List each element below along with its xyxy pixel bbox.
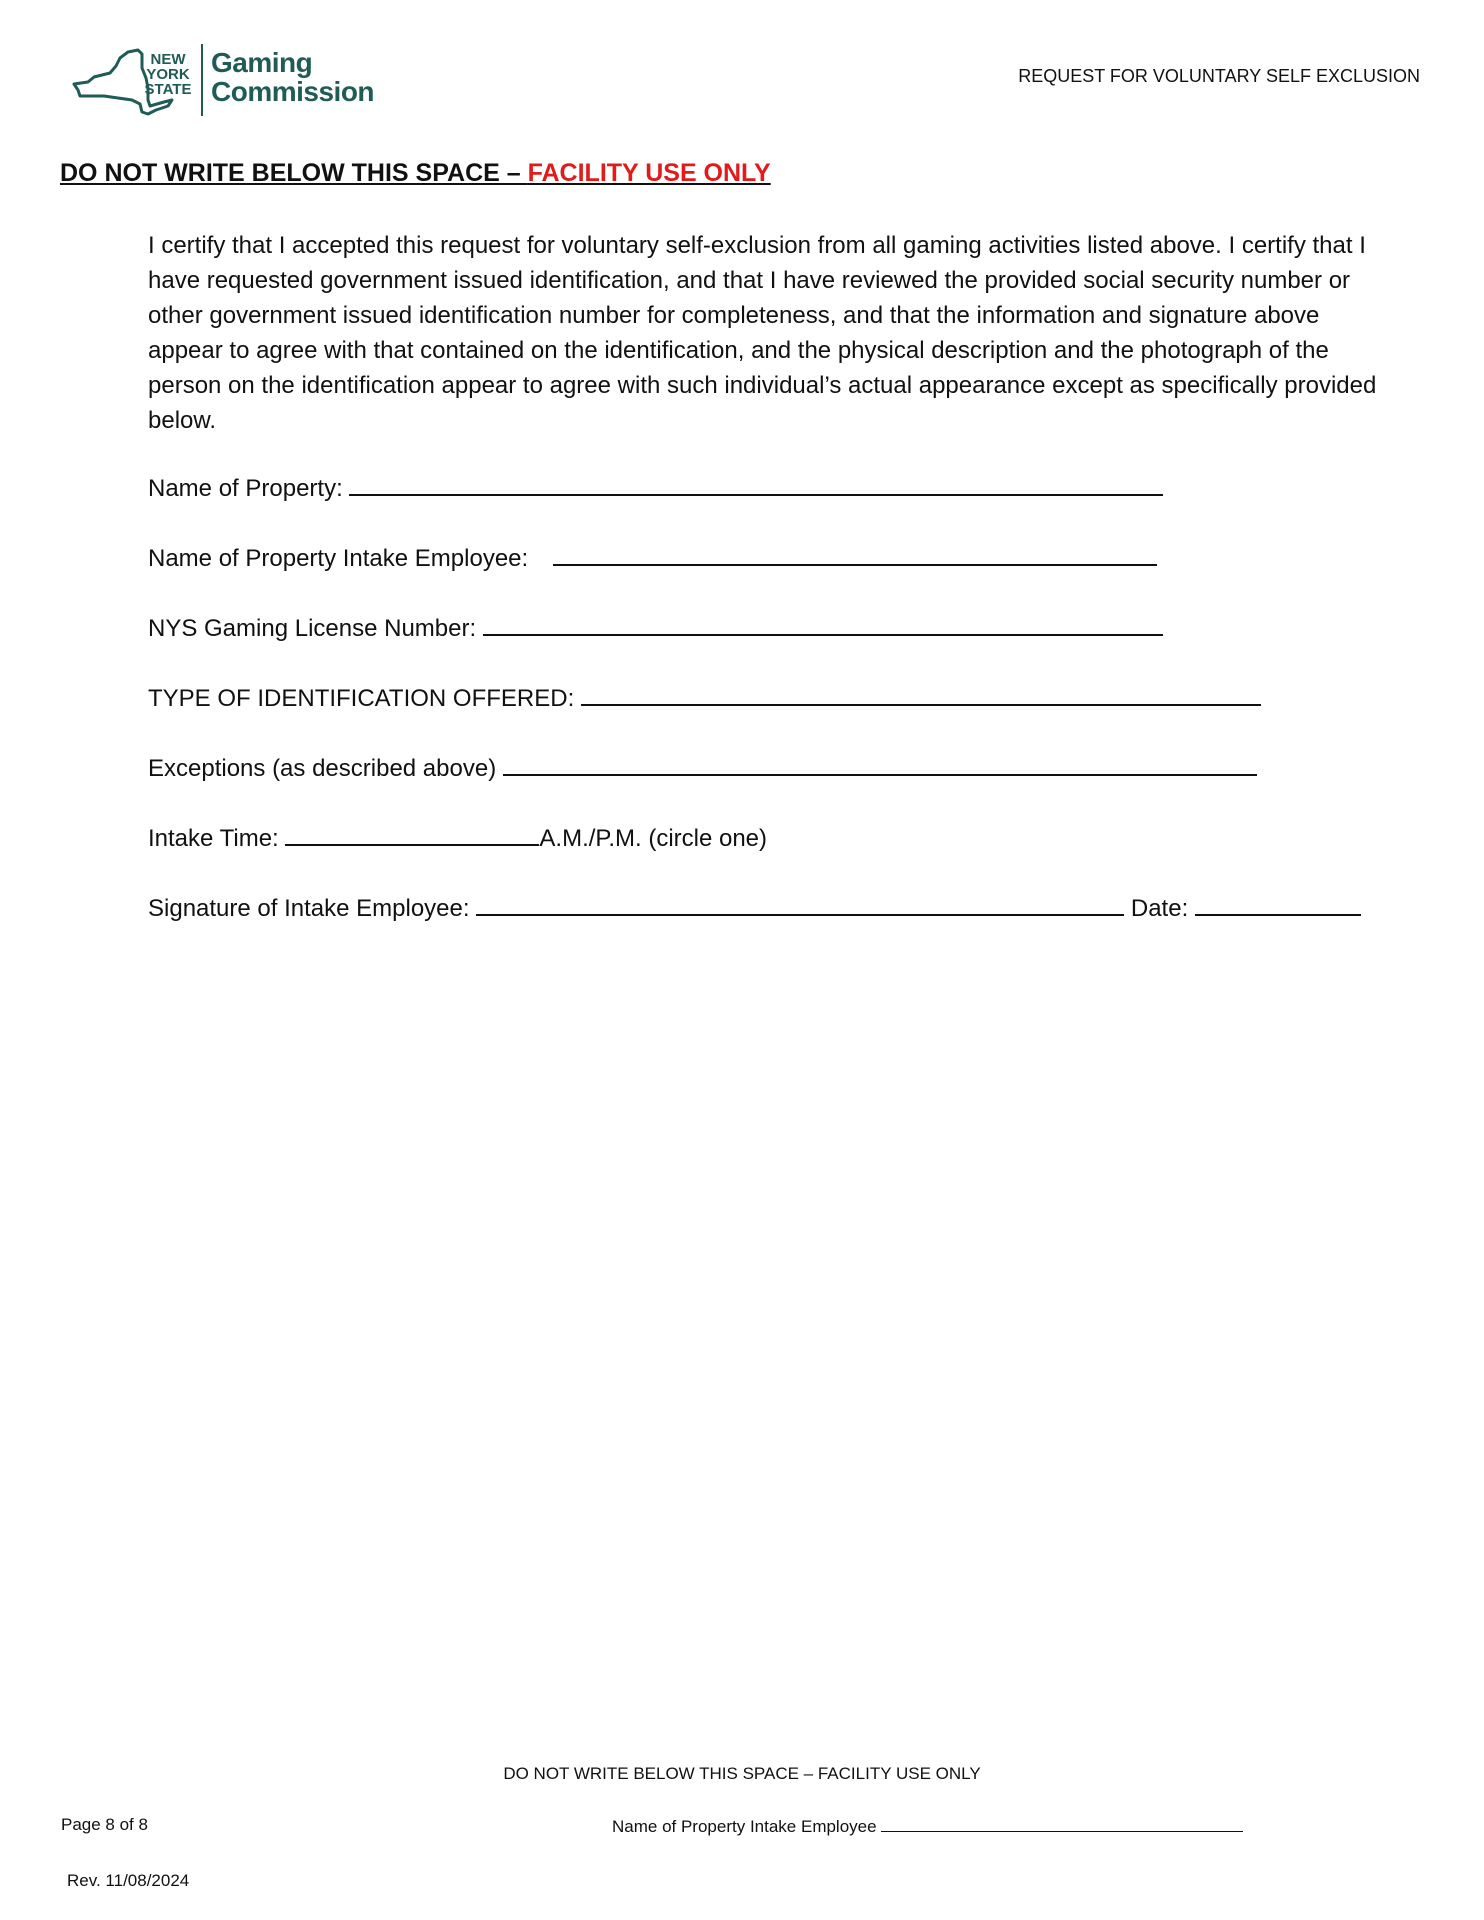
- identification-type-field: [148, 682, 1261, 714]
- page-number: Page 8 of 8: [61, 1815, 148, 1834]
- logo-state-line: YORK: [146, 66, 190, 83]
- identification-type-line[interactable]: [581, 682, 1261, 706]
- intake-time-line[interactable]: [285, 822, 539, 846]
- intake-employee-line[interactable]: [553, 542, 1157, 566]
- date-line[interactable]: [1195, 892, 1361, 916]
- footer-intake-employee-field: [612, 1815, 1243, 1837]
- logo-state-text: [138, 52, 198, 97]
- logo-name-line: Commission: [211, 76, 375, 107]
- logo-name-line: Gaming: [211, 47, 313, 78]
- logo-agency-name: [211, 48, 374, 106]
- property-name-label: Name of Property:: [148, 475, 343, 502]
- nys-gaming-commission-logo: [72, 44, 392, 122]
- signature-label: Signature of Intake Employee:: [148, 895, 470, 922]
- property-name-field: [148, 472, 1163, 504]
- intake-employee-field: [148, 542, 1157, 574]
- certification-statement: I certify that I accepted this request for voluntary self-exclusion from all gaming activities listed above. I certify that I have requested government issued identification, and that I have reviewed the provided social security number or other government issued identification number for completeness, and that the information and signature above appear to agree with that contained on the identification, and the physical description and the photograph of the person on the identification appear to agree with such individual’s actual appearance except as specifically provided below.: [148, 232, 1377, 434]
- footer-intake-employee-line[interactable]: [881, 1815, 1243, 1832]
- logo-state-line: STATE: [144, 81, 192, 98]
- footer-facility-notice: DO NOT WRITE BELOW THIS SPACE – FACILITY USE ONLY: [503, 1764, 981, 1783]
- signature-line[interactable]: [476, 892, 1124, 916]
- intake-time-field: [148, 822, 767, 854]
- heading-highlight: FACILITY USE ONLY: [527, 159, 771, 187]
- heading-prefix: DO NOT WRITE BELOW THIS SPACE –: [60, 159, 528, 187]
- license-number-label: NYS Gaming License Number:: [148, 615, 477, 642]
- intake-time-am-pm: A.M./P.M. (circle one): [539, 825, 768, 852]
- document-title: REQUEST FOR VOLUNTARY SELF EXCLUSION: [1018, 66, 1420, 86]
- intake-employee-label: Name of Property Intake Employee:: [148, 545, 529, 572]
- logo-divider: [201, 44, 203, 116]
- license-number-line[interactable]: [483, 612, 1163, 636]
- exceptions-field: [148, 752, 1257, 784]
- signature-field: [148, 892, 1361, 924]
- property-name-line[interactable]: [349, 472, 1163, 496]
- facility-use-heading: [60, 159, 771, 188]
- identification-type-label: TYPE OF IDENTIFICATION OFFERED:: [148, 685, 575, 712]
- exceptions-label: Exceptions (as described above): [148, 755, 497, 782]
- date-label: Date:: [1130, 895, 1189, 922]
- intake-time-label: Intake Time:: [148, 825, 279, 852]
- footer-intake-employee-label: Name of Property Intake Employee: [612, 1817, 877, 1836]
- revision-date: Rev. 11/08/2024: [67, 1871, 190, 1890]
- license-number-field: [148, 612, 1163, 644]
- logo-state-line: NEW: [150, 51, 186, 68]
- exceptions-line[interactable]: [503, 752, 1257, 776]
